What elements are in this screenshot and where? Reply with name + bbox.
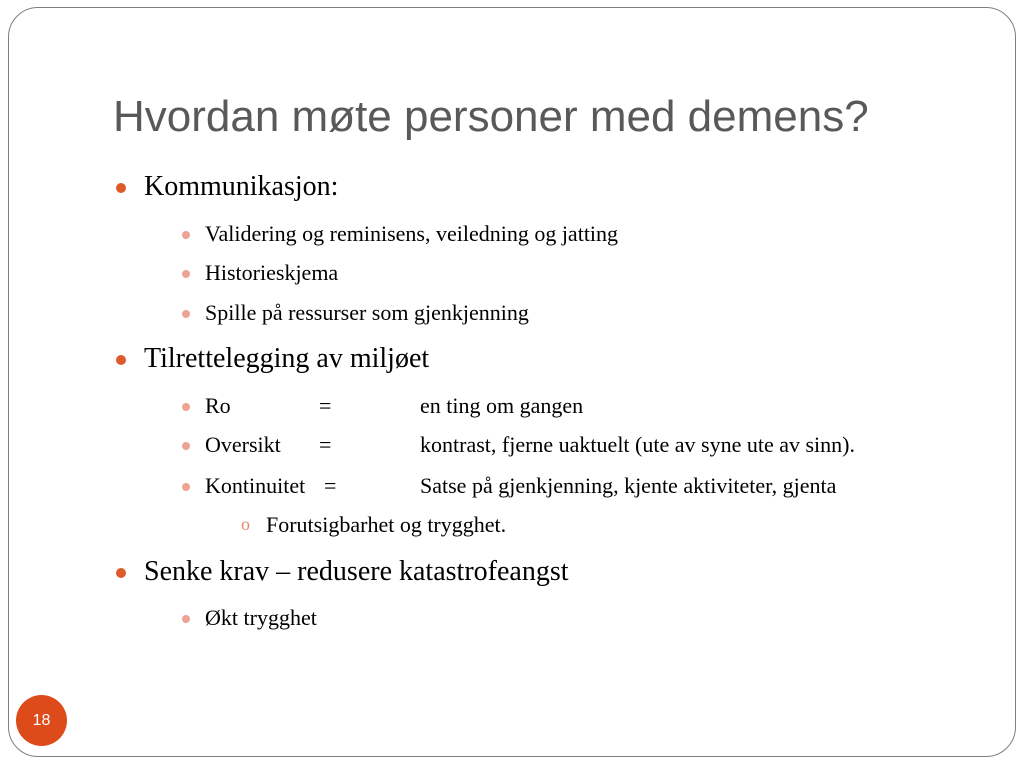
section-heading-senke-krav: Senke krav – redusere katastrofeangst — [144, 556, 569, 587]
list-item: Historieskjema — [205, 260, 339, 285]
section-heading-miljoet: Tilrettelegging av miljøet — [144, 343, 430, 374]
bullet-icon — [116, 355, 126, 365]
sub-bullet-icon — [182, 403, 190, 411]
list-item: Validering og reminisens, veiledning og jatting — [205, 221, 619, 246]
row-term: Kontinuitet — [205, 473, 306, 498]
sub-bullet-icon — [182, 231, 190, 239]
row-value: en ting om gangen — [420, 393, 584, 418]
sub-bullet-icon — [182, 270, 190, 278]
row-term: Oversikt — [205, 432, 281, 457]
list-item: Spille på ressurser som gjenkjenning — [205, 300, 529, 325]
row-equals: = — [319, 432, 332, 457]
section-heading-kommunikasjon: Kommunikasjon: — [144, 171, 339, 202]
sub-bullet-icon — [182, 615, 190, 623]
list-item: Forutsigbarhet og trygghet. — [266, 512, 507, 537]
page-number-badge: 18 — [16, 695, 67, 746]
list-item: Økt trygghet — [205, 605, 317, 630]
row-equals: = — [324, 473, 337, 498]
row-value: Satse på gjenkjenning, kjente aktiviteter, gjenta — [420, 473, 837, 498]
circle-bullet-icon: o — [241, 514, 250, 534]
slide-title: Hvordan møte personer med demens? — [113, 92, 869, 141]
row-equals: = — [319, 393, 332, 418]
sub-bullet-icon — [182, 483, 190, 491]
sub-bullet-icon — [182, 442, 190, 450]
bullet-icon — [116, 568, 126, 578]
row-term: Ro — [205, 393, 231, 418]
row-value: kontrast, fjerne uaktuelt (ute av syne ute av sinn). — [420, 432, 855, 457]
sub-bullet-icon — [182, 310, 190, 318]
bullet-icon — [116, 183, 126, 193]
